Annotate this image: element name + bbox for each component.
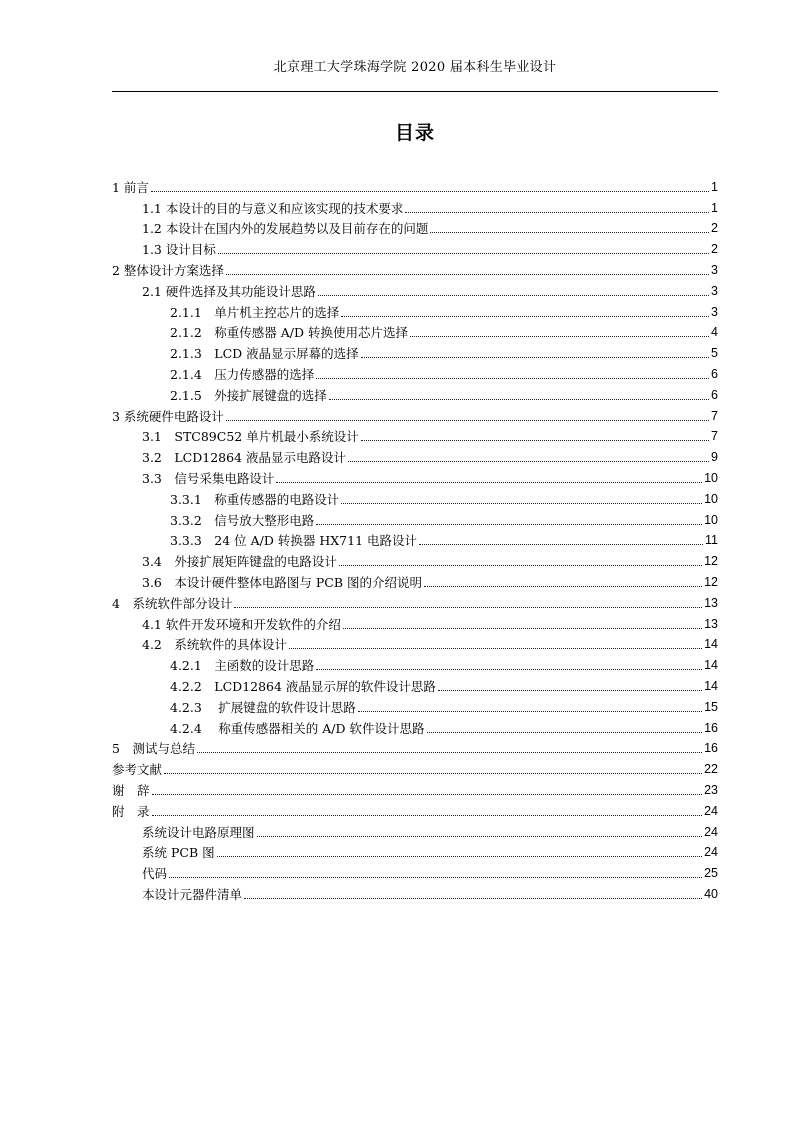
toc-entry[interactable] — [112, 383, 718, 404]
toc-entry[interactable] — [112, 404, 718, 425]
toc-entry-page-number: 13 — [704, 595, 718, 610]
toc-entry[interactable] — [112, 757, 718, 778]
toc-entry-page-number: 24 — [704, 845, 718, 860]
toc-entry-page-number: 3 — [711, 304, 718, 319]
toc-dot-leader — [276, 482, 702, 483]
toc-entry[interactable] — [112, 570, 718, 591]
toc-entry[interactable] — [112, 674, 718, 695]
toc-entry-label: 本设计元器件清单 — [142, 886, 243, 902]
toc-entry-page-number: 16 — [704, 741, 718, 756]
toc-entry[interactable] — [112, 549, 718, 570]
toc-entry[interactable] — [112, 653, 718, 674]
toc-entry-page-number: 24 — [704, 824, 718, 839]
toc-entry[interactable] — [112, 820, 718, 841]
toc-entry-label: 系统 PCB 图 — [142, 845, 215, 861]
toc-entry-label: 4.2.2 LCD12864 液晶显示屏的软件设计思路 — [170, 678, 436, 694]
toc-entry[interactable] — [112, 425, 718, 446]
toc-entry-page-number: 16 — [704, 720, 718, 735]
toc-entry-label: 1.3 设计目标 — [142, 242, 216, 258]
toc-dot-leader — [234, 607, 702, 608]
toc-entry[interactable] — [112, 445, 718, 466]
toc-dot-leader — [361, 440, 709, 441]
toc-entry-label: 5 测试与总结 — [112, 741, 195, 757]
toc-dot-leader — [348, 461, 709, 462]
toc-entry-label: 代码 — [142, 866, 168, 882]
toc-entry-label: 2.1.5 外接扩展键盘的选择 — [170, 387, 327, 403]
toc-entry-label: 2.1.4 压力传感器的选择 — [170, 366, 315, 382]
toc-dot-leader — [329, 399, 709, 400]
toc-entry-page-number: 6 — [711, 387, 718, 402]
toc-entry-page-number: 10 — [704, 470, 718, 485]
toc-entry-page-number: 3 — [711, 283, 718, 298]
toc-dot-leader — [424, 586, 702, 587]
toc-dot-leader — [430, 232, 709, 233]
toc-dot-leader — [410, 336, 709, 337]
toc-dot-leader — [218, 253, 709, 254]
toc-entry-page-number: 12 — [704, 554, 718, 569]
toc-entry[interactable] — [112, 716, 718, 737]
toc-entry-page-number: 6 — [711, 366, 718, 381]
toc-entry-page-number: 12 — [704, 574, 718, 589]
toc-entry-label: 4.2.3 扩展键盘的软件设计思路 — [170, 699, 356, 715]
toc-entry-page-number: 2 — [711, 242, 718, 257]
toc-entry[interactable] — [112, 695, 718, 716]
toc-dot-leader — [339, 565, 702, 566]
toc-dot-leader — [318, 295, 709, 296]
toc-entry-page-number: 1 — [711, 179, 718, 194]
toc-dot-leader — [341, 316, 709, 317]
toc-entry[interactable] — [112, 279, 718, 300]
toc-entry-page-number: 23 — [704, 782, 718, 797]
toc-entry[interactable] — [112, 175, 718, 196]
toc-entry-label: 3.2 LCD12864 液晶显示电路设计 — [142, 450, 347, 466]
toc-entry-label: 谢 辞 — [112, 782, 150, 798]
toc-dot-leader — [405, 212, 709, 213]
toc-entry-page-number: 15 — [704, 699, 718, 714]
toc-entry-page-number: 1 — [711, 200, 718, 215]
toc-entry[interactable] — [112, 591, 718, 612]
toc-entry[interactable] — [112, 508, 718, 529]
toc-dot-leader — [152, 794, 703, 795]
toc-entry-page-number: 3 — [711, 262, 718, 277]
toc-dot-leader — [358, 711, 702, 712]
toc-dot-leader — [226, 420, 709, 421]
toc-entry-label: 系统设计电路原理图 — [142, 824, 255, 840]
toc-dot-leader — [169, 877, 702, 878]
toc-entry-page-number: 7 — [711, 429, 718, 444]
toc-entry[interactable] — [112, 196, 718, 217]
toc-entry-label: 1 前言 — [112, 179, 149, 195]
toc-entry-label: 3.4 外接扩展矩阵键盘的电路设计 — [142, 554, 337, 570]
toc-entry-page-number: 9 — [711, 450, 718, 465]
table-of-contents — [112, 175, 718, 903]
toc-entry-label: 4 系统软件部分设计 — [112, 595, 233, 611]
toc-entry-page-number: 4 — [711, 325, 718, 340]
toc-dot-leader — [419, 544, 703, 545]
toc-entry-page-number: 10 — [704, 512, 718, 527]
toc-entry[interactable] — [112, 633, 718, 654]
toc-entry[interactable] — [112, 300, 718, 321]
toc-entry-label: 3.3.2 信号放大整形电路 — [170, 512, 315, 528]
toc-entry-label: 3.3 信号采集电路设计 — [142, 470, 275, 486]
toc-dot-leader — [217, 856, 702, 857]
toc-dot-leader — [244, 898, 702, 899]
toc-entry-page-number: 11 — [705, 533, 718, 548]
toc-entry[interactable] — [112, 612, 718, 633]
toc-entry-label: 4.2.1 主函数的设计思路 — [170, 658, 315, 674]
toc-entry-page-number: 13 — [704, 616, 718, 631]
toc-dot-leader — [343, 628, 702, 629]
toc-entry-page-number: 2 — [711, 221, 718, 236]
toc-entry-label: 3.3.1 称重传感器的电路设计 — [170, 491, 340, 507]
toc-entry-page-number: 40 — [704, 886, 718, 901]
toc-entry-page-number: 22 — [704, 762, 718, 777]
toc-entry-label: 2.1.3 LCD 液晶显示屏幕的选择 — [170, 346, 359, 362]
toc-entry-label: 1.2 本设计在国内外的发展趋势以及目前存在的问题 — [142, 221, 429, 237]
toc-entry[interactable] — [112, 258, 718, 279]
toc-dot-leader — [316, 669, 702, 670]
toc-dot-leader — [316, 524, 702, 525]
toc-entry[interactable] — [112, 861, 718, 882]
toc-entry-page-number: 7 — [711, 408, 718, 423]
toc-dot-leader — [316, 378, 709, 379]
toc-entry-label: 1.1 本设计的目的与意义和应该实现的技术要求 — [142, 200, 404, 216]
header-divider — [112, 91, 718, 92]
toc-entry[interactable] — [112, 362, 718, 383]
toc-entry-label: 附 录 — [112, 803, 150, 819]
toc-dot-leader — [289, 648, 702, 649]
toc-entry-label: 2.1.1 单片机主控芯片的选择 — [170, 304, 340, 320]
toc-dot-leader — [361, 357, 709, 358]
toc-entry-page-number: 5 — [711, 346, 718, 361]
toc-title: 目录 — [394, 122, 435, 144]
toc-entry-label: 参考文献 — [112, 762, 163, 778]
toc-entry[interactable] — [112, 841, 718, 862]
toc-entry[interactable] — [112, 487, 718, 508]
toc-entry[interactable] — [112, 217, 718, 238]
toc-entry-label: 4.2 系统软件的具体设计 — [142, 637, 287, 653]
toc-entry-page-number: 25 — [704, 866, 718, 881]
toc-dot-leader — [152, 815, 703, 816]
toc-dot-leader — [438, 690, 702, 691]
toc-entry[interactable] — [112, 321, 718, 342]
toc-entry[interactable] — [112, 341, 718, 362]
toc-entry[interactable] — [112, 778, 718, 799]
toc-entry-label: 3 系统硬件电路设计 — [112, 408, 224, 424]
toc-entry[interactable] — [112, 237, 718, 258]
toc-entry[interactable] — [112, 882, 718, 903]
toc-dot-leader — [257, 836, 703, 837]
toc-entry-label: 2 整体设计方案选择 — [112, 262, 224, 278]
toc-entry-label: 3.1 STC89C52 单片机最小系统设计 — [142, 429, 359, 445]
toc-entry[interactable] — [112, 466, 718, 487]
toc-entry-page-number: 14 — [704, 658, 718, 673]
toc-dot-leader — [341, 503, 702, 504]
toc-entry-page-number: 10 — [704, 491, 718, 506]
toc-entry-page-number: 24 — [704, 803, 718, 818]
toc-dot-leader — [226, 274, 709, 275]
toc-entry-label: 4.2.4 称重传感器相关的 A/D 软件设计思路 — [170, 720, 425, 736]
toc-entry-label: 3.3.3 24 位 A/D 转换器 HX711 电路设计 — [170, 533, 417, 549]
toc-entry[interactable] — [112, 799, 718, 820]
toc-entry[interactable] — [112, 529, 718, 550]
toc-entry-page-number: 14 — [704, 678, 718, 693]
toc-entry-label: 4.1 软件开发环境和开发软件的介绍 — [142, 616, 341, 632]
toc-dot-leader — [151, 191, 709, 192]
toc-entry-label: 2.1.2 称重传感器 A/D 转换使用芯片选择 — [170, 325, 409, 341]
toc-dot-leader — [164, 773, 702, 774]
toc-dot-leader — [427, 732, 703, 733]
toc-dot-leader — [197, 752, 702, 753]
page-header: 北京理工大学珠海学院 2020 届本科生毕业设计 — [273, 60, 557, 75]
toc-entry-page-number: 14 — [704, 637, 718, 652]
toc-entry[interactable] — [112, 737, 718, 758]
toc-entry-label: 3.6 本设计硬件整体电路图与 PCB 图的介绍说明 — [142, 574, 422, 590]
toc-entry-label: 2.1 硬件选择及其功能设计思路 — [142, 283, 316, 299]
